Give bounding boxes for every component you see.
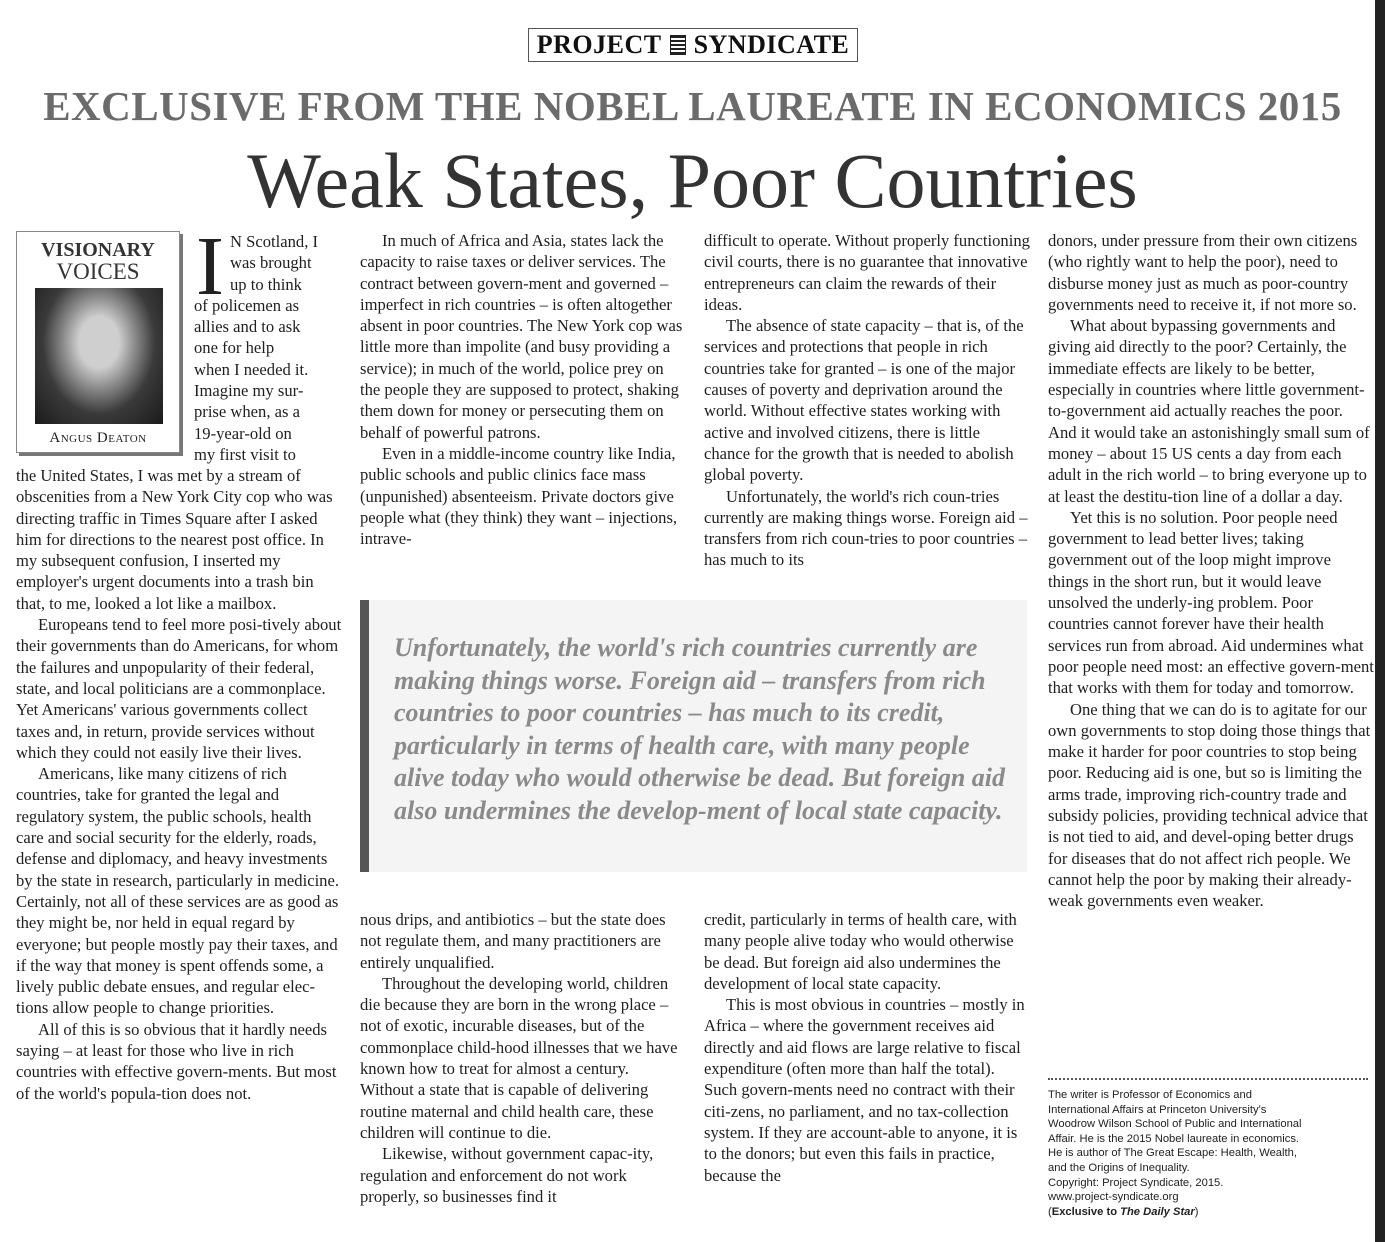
intro-line: was brought	[230, 253, 312, 273]
bio-line: The writer is Professor of Economics and	[1048, 1089, 1252, 1101]
column-3-top	[704, 230, 1030, 571]
masthead-logo	[528, 28, 858, 62]
intro-line: of policemen as	[194, 295, 300, 315]
paragraph: Even in a middle-income country like India, public schools and public clinics face mass (unpunished) absenteeism. Private doctors give people what (they think) they want – injections, intrave-	[360, 443, 678, 549]
column-1-intro	[194, 220, 344, 465]
paragraph: difficult to operate. Without properly functioning civil courts, there is no guarantee that innovative entrepreneurs can claim the rewards of their ideas.	[704, 231, 1030, 314]
paragraph: The absence of state capacity – that is, of the services and protections that people in rich countries take for granted – is one of the major causes of poverty and deprivation around the world. Without effective states working with active and involved citizens, there is little chance for the growth that is needed to abolish global poverty.	[704, 316, 1024, 485]
intro-line: Imagine my sur-	[194, 381, 304, 401]
author-bio	[1048, 1088, 1373, 1219]
paragraph: Unfortunately, the world's rich coun-tries currently are making things worse. Foreign aid – transfers from rich coun-tries to poor countries – has much to its	[704, 486, 1028, 570]
paragraph: Likewise, without government capac-ity, regulation and enforcement do not work properly, so businesses find it	[360, 1144, 654, 1206]
paragraph: Americans, like many citizens of rich countries, take for granted the legal and regulatory system, the public schools, health care and social security for the elderly, roads, defense and diplomacy, and heavy investments by the state in research, particularly in medicine. Certainly, not all of these services are as good as they might be, nor held in equal regard by everyone; but people mostly pay their taxes, and if the way that money is spent offends some, a lively public debate ensues, and regular elec-tions allow people to change priorities.	[16, 764, 339, 1018]
column-1	[16, 465, 342, 1104]
paragraph: Yet this is no solution. Poor people need government to lead better lives; taking government out of the loop might improve things in the short run, but it would leave unsolved the underly-ing problem. Poor countries cannot forever have their health services run from abroad. Aid undermines what poor people need most: an effective govern-ment that works with them for today and tomorrow.	[1048, 507, 1374, 698]
intro-line: when I needed it.	[194, 359, 309, 379]
masthead-right: SYNDICATE	[693, 30, 850, 59]
paragraph: All of this is so obvious that it hardly needs saying – at least for those who live in rich countries with effective govern-ments. But most of the world's popula-tion does not.	[16, 1019, 337, 1103]
bio-line: and the Origins of Inequality.	[1048, 1161, 1190, 1174]
author-portrait	[35, 288, 163, 424]
author-name: Angus Deaton	[49, 430, 147, 446]
intro-line: allies and to ask	[194, 317, 301, 337]
bio-line: www.project-syndicate.org	[1048, 1191, 1179, 1204]
column-2-bottom	[360, 909, 686, 1207]
headline: Weak States, Poor Countries	[247, 137, 1138, 224]
kicker: EXCLUSIVE FROM THE NOBEL LAUREATE IN ECONOMICS 2015	[43, 83, 1342, 129]
paragraph: the United States, I was met by a stream of obscenities from a New York City cop who was directing traffic in Times Square after I asked him for directions to the nearest post office. In my subsequent confusion, I inserted my employer's urgent documents into a trash bin that, to me, looked a lot like a mailbox.	[16, 466, 333, 613]
pull-quote: Unfortunately, the world's rich countries currently are making things worse. Foreign aid – transfers from rich countries to poor countries – has much to its credit, particularly in terms of health care, with many people alive today who would otherwise be dead. But foreign aid also undermines the develop-ment of local state capacity.	[394, 633, 1006, 825]
visionary-voices-box	[16, 231, 180, 453]
voices-title-line2: VOICES	[56, 259, 140, 284]
bio-line: Affair. He is the 2015 Nobel laureate in economics.	[1048, 1132, 1300, 1145]
logo-icon	[670, 35, 686, 55]
paragraph: This is most obvious in countries – mostly in Africa – where the government receives aid directly and aid flows are large relative to fiscal expenditure (often more than half the total). Such govern-ments need no contract with their citi-zens, no parliament, and no tax-collection system. If they are account-able to anyone, it is to the donors; but even this fails in practice, because the	[704, 995, 1025, 1185]
paragraph: credit, particularly in terms of health care, with many people alive today who would otherwise be dead. But foreign aid also undermines the development of local state capacity.	[704, 910, 1017, 993]
pull-quote-bar	[360, 600, 369, 872]
intro-line: N Scotland, I	[230, 232, 319, 251]
intro-line: one for help	[194, 338, 275, 358]
paragraph: One thing that we can do is to agitate for our own governments to stop doing those things that make it harder for poor countries to stop being poor. Reducing aid is one, but so is limiting the arms trade, improving rich-country trade and subsidy policies, providing technical advice that is not tied to aid, and devel-oping better drugs for diseases that do not affect rich people. We cannot help the poor by making their already-weak governments even weaker.	[1048, 699, 1371, 911]
paragraph: donors, under pressure from their own citizens (who rightly want to help the poor), need to disburse money just as much as poor-country governments need to receive it, if not more so.	[1048, 231, 1358, 314]
intro-line: 19-year-old on	[194, 423, 292, 443]
intro-line: prise when, as a	[194, 402, 300, 422]
paragraph: nous drips, and antibiotics – but the state does not regulate them, and many practitioners are entirely unqualified.	[360, 910, 666, 972]
drop-cap: I	[196, 220, 224, 313]
bio-line: International Affairs at Princeton University's	[1048, 1103, 1267, 1116]
bio-line: Copyright: Project Syndicate, 2015.	[1048, 1176, 1224, 1189]
bio-line: He is author of The Great Escape: Health, Wealth,	[1048, 1147, 1297, 1160]
paragraph: Throughout the developing world, children die because they are born in the wrong place – not of exotic, incurable diseases, but of the commonplace child-hood illnesses that we have known how to treat for almost a century. Without a state that is capable of delivering routine maternal and child health care, these children will continue to die.	[360, 973, 678, 1142]
paragraph: In much of Africa and Asia, states lack the capacity to raise taxes or deliver services. The contract between govern-ment and governed – imperfect in rich countries – is often altogether absent in poor countries. The New York cop was little more than impolite (and busy providing a service); in much of the world, police prey on the people they are supposed to protect, shaking them down for money or persecuting them on behalf of powerful patrons.	[360, 231, 683, 442]
column-4	[1048, 230, 1374, 912]
masthead-left: PROJECT	[536, 30, 662, 59]
bio-exclusive-prefix: Exclusive to	[1051, 1205, 1121, 1218]
column-3-bottom	[704, 909, 1030, 1186]
intro-line: my first visit to	[194, 444, 296, 464]
bio-divider	[1048, 1078, 1368, 1080]
paragraph: Europeans tend to feel more posi-tively about their governments than do Americans, for whom the failures and unpopularity of their federal, state, and local politicians are a commonplace. Yet Americans' various governments collect taxes and, in return, provide services without which they could not easily live their lives.	[16, 615, 342, 762]
paragraph: What about bypassing governments and giving aid directly to the poor? Certainly, the immediate effects are likely to be better, especially in countries where little government-to-government aid actually reaches the poor. And it would take an astonishingly small sum of money – about 15 US cents a day from each adult in the rich world – to bring everyone up to at least the destitu-tion line of a dollar a day.	[1048, 316, 1370, 506]
column-2-top	[360, 230, 686, 549]
intro-line: up to think	[230, 274, 302, 294]
voices-title-line1: VISIONARY	[41, 239, 155, 261]
bio-exclusive: (Exclusive to The Daily Star)	[1048, 1205, 1199, 1218]
voices-title	[17, 240, 179, 282]
bio-line: Woodrow Wilson School of Public and International	[1048, 1118, 1302, 1131]
bio-exclusive-publication: The Daily Star	[1120, 1205, 1195, 1218]
